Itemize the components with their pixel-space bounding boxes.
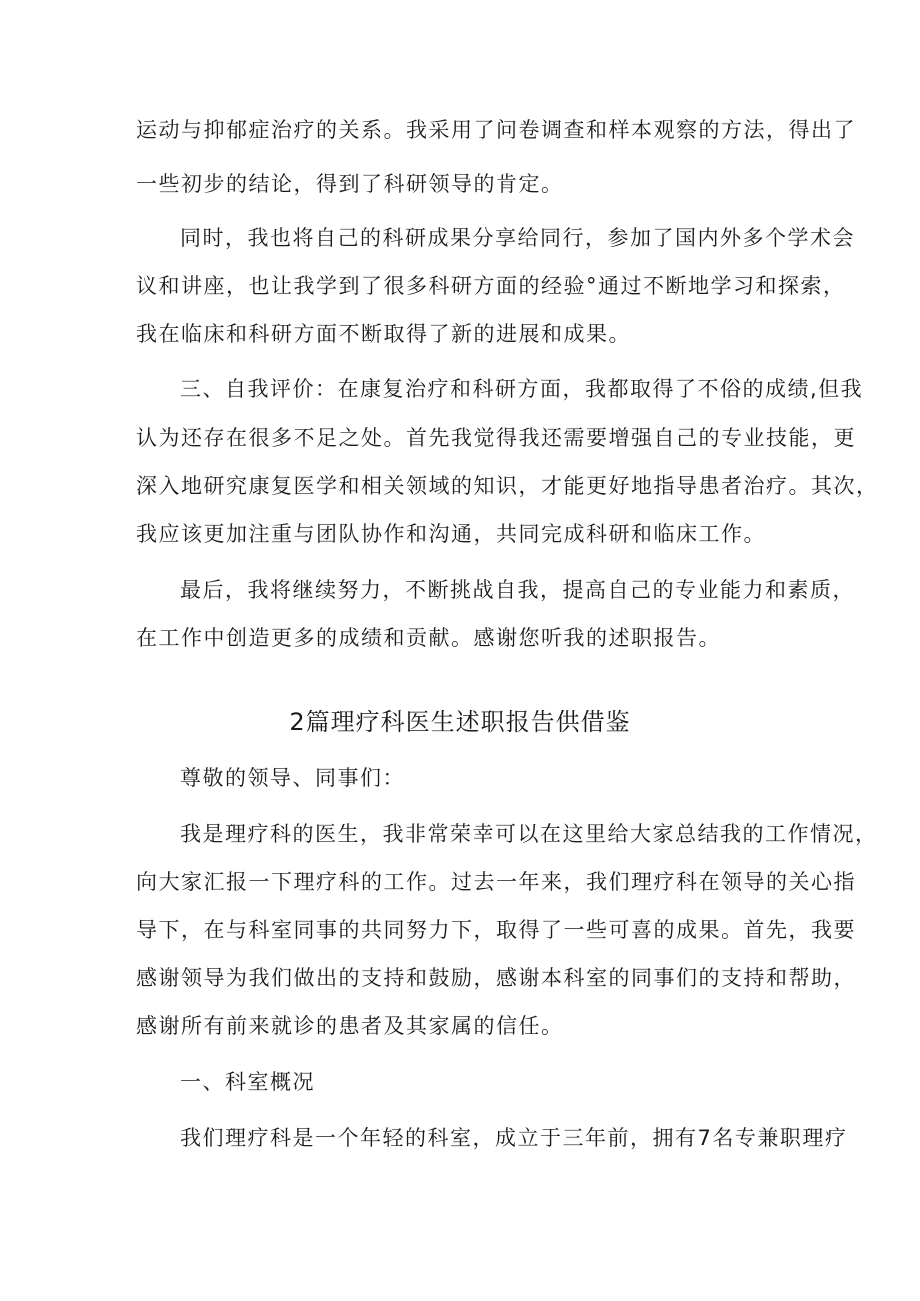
paragraph-line: 最后，我将继续努力，不断挑战自我，提高自己的专业能力和素质，	[180, 578, 855, 602]
paragraph-line: 运动与抑郁症治疗的关系。我采用了问卷调查和样本观察的方法，得出了	[136, 118, 856, 142]
salutation-line: 尊敬的领导、同事们：	[180, 766, 405, 790]
section-title: 2篇理疗科医生述职报告供借鉴	[289, 708, 631, 736]
paragraph-line: 一些初步的结论，得到了科研领导的肯定。	[136, 172, 564, 196]
section-heading: 一、科室概况	[180, 1070, 315, 1094]
paragraph-line: 同时，我也将自己的科研成果分享给同行，参加了国内外多个学术会	[180, 226, 855, 250]
paragraph-line: 感谢所有前来就诊的患者及其家属的信任。	[136, 1014, 564, 1038]
paragraph-line: 感谢领导为我们做出的支持和鼓励，感谢本科室的同事们的支持和帮助，	[136, 966, 856, 990]
paragraph-line: 在工作中创造更多的成绩和贡献。感谢您听我的述职报告。	[136, 626, 721, 650]
paragraph-line: 三、自我评价：在康复治疗和科研方面，我都取得了不俗的成绩,但我	[180, 377, 864, 401]
paragraph-line: 我们理疗科是一个年轻的科室，成立于三年前，拥有7名专兼职理疗	[180, 1126, 848, 1150]
paragraph-line: 深入地研究康复医学和相关领域的知识，才能更好地指导患者治疗。其次，	[136, 474, 879, 498]
paragraph-line: 向大家汇报一下理疗科的工作。过去一年来，我们理疗科在领导的关心指	[136, 870, 856, 894]
paragraph-line: 导下，在与科室同事的共同努力下，取得了一些可喜的成果。首先，我要	[136, 918, 856, 942]
paragraph-line: 我应该更加注重与团队协作和沟通，共同完成科研和临床工作。	[136, 522, 766, 546]
paragraph-line: 议和讲座，也让我学到了很多科研方面的经验°通过不断地学习和探索，	[136, 274, 846, 298]
paragraph-line: 我是理疗科的医生，我非常荣幸可以在这里给大家总结我的工作情况，	[180, 822, 878, 846]
paragraph-line: 我在临床和科研方面不断取得了新的进展和成果。	[136, 322, 631, 346]
paragraph-line: 认为还存在很多不足之处。首先我觉得我还需要增强自己的专业技能，更	[136, 426, 856, 450]
